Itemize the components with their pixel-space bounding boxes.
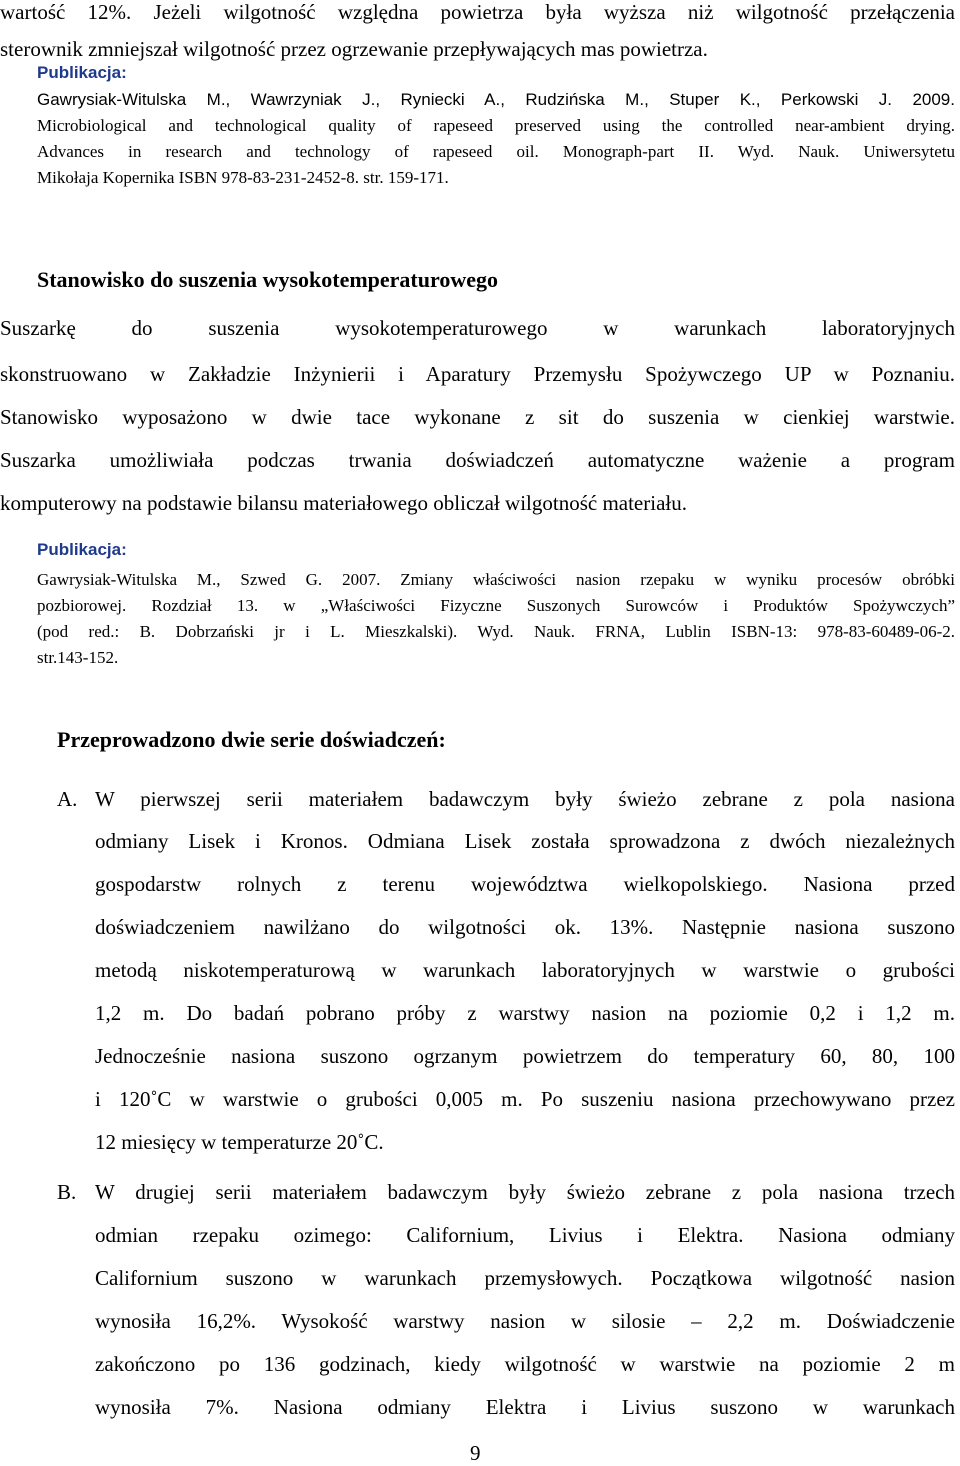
list-item-line: doświadczeniem nawilżano do wilgotności ok. 13%. Następnie nasiona suszono xyxy=(95,915,955,939)
publication-line: Gawrysiak-Witulska M., Szwed G. 2007. Zmiany właściwości nasion rzepaku w wyniku procesów obróbki xyxy=(37,570,955,589)
publication-line: Microbiological and technological quality of rapeseed preserved using the controlled near-ambient drying. xyxy=(37,116,955,135)
paragraph-line: komputerowy na podstawie bilansu materiałowego obliczał wilgotność materiału. xyxy=(0,491,687,515)
list-item-line: 12 miesięcy w temperaturze 20˚C. xyxy=(95,1130,384,1154)
list-item-line: odmian rzepaku ozimego: Californium, Livius i Elektra. Nasiona odmiany xyxy=(95,1223,955,1247)
publication-line: Mikołaja Kopernika ISBN 978-83-231-2452-8. str. 159-171. xyxy=(37,168,449,187)
publication-line: Advances in research and technology of rapeseed oil. Monograph-part II. Wyd. Nauk. Uniwersytetu xyxy=(37,142,955,161)
list-item-line: wynosiła 16,2%. Wysokość warstwy nasion w silosie – 2,2 m. Doświadczenie xyxy=(95,1309,955,1333)
intro-line-2: sterownik zmniejszał wilgotność przez ogrzewanie przepływających mas powietrza. xyxy=(0,37,708,61)
list-item-line: Californium suszono w warunkach przemysłowych. Początkowa wilgotność nasion xyxy=(95,1266,955,1290)
section-heading: Stanowisko do suszenia wysokotemperaturowego xyxy=(37,267,499,292)
list-item-line: zakończono po 136 godzinach, kiedy wilgotność w warstwie na poziomie 2 m xyxy=(95,1352,955,1376)
publication-line: pozbiorowej. Rozdział 13. w „Właściwości Fizyczne Suszonych Surowców i Produktów Spożywczych” xyxy=(37,596,955,615)
paragraph-line: Stanowisko wyposażono w dwie tace wykonane z sit do suszenia w cienkiej warstwie. xyxy=(0,405,955,429)
list-item-line: W pierwszej serii materiałem badawczym były świeżo zebrane z pola nasiona xyxy=(95,787,955,811)
paragraph-line: skonstruowano w Zakładzie Inżynierii i Aparatury Przemysłu Spożywczego UP w Poznaniu. xyxy=(0,362,955,386)
intro-line-1: wartość 12%. Jeżeli wilgotność względna powietrza była wyższa niż wilgotność przełączenia xyxy=(0,0,955,24)
paragraph-line: Suszarkę do suszenia wysokotemperaturowego w warunkach laboratoryjnych xyxy=(0,316,955,340)
publication-label: Publikacja: xyxy=(37,63,127,82)
list-item-line: 1,2 m. Do badań pobrano próby z warstwy nasion na poziomie 0,2 i 1,2 m. xyxy=(95,1001,955,1025)
section-heading: Przeprowadzono dwie serie doświadczeń: xyxy=(57,727,446,752)
list-item-line: wynosiła 7%. Nasiona odmiany Elektra i Livius suszono w warunkach xyxy=(95,1395,955,1419)
paragraph-line: Suszarka umożliwiała podczas trwania doświadczeń automatyczne ważenie a program xyxy=(0,448,955,472)
list-item-line: odmiany Lisek i Kronos. Odmiana Lisek została sprowadzona z dwóch niezależnych xyxy=(95,829,955,853)
list-item-label: A. xyxy=(57,787,78,811)
list-item-line: metodą niskotemperaturową w warunkach laboratoryjnych w warstwie o grubości xyxy=(95,958,955,982)
list-item-line: i 120˚C w warstwie o grubości 0,005 m. Po suszeniu nasiona przechowywano przez xyxy=(95,1087,955,1111)
page-number: 9 xyxy=(470,1441,481,1465)
publication-label: Publikacja: xyxy=(37,540,127,559)
list-item-line: Jednocześnie nasiona suszono ogrzanym powietrzem do temperatury 60, 80, 100 xyxy=(95,1044,955,1068)
list-item-line: gospodarstw rolnych z terenu województwa wielkopolskiego. Nasiona przed xyxy=(95,872,955,896)
list-item-label: B. xyxy=(57,1180,77,1204)
list-item-line: W drugiej serii materiałem badawczym były świeżo zebrane z pola nasiona trzech xyxy=(95,1180,955,1204)
publication-line: (pod red.: B. Dobrzański jr i L. Mieszkalski). Wyd. Nauk. FRNA, Lublin ISBN-13: 978-83-60489-06-2. xyxy=(37,622,955,641)
publication-line: Gawrysiak-Witulska M., Wawrzyniak J., Ryniecki A., Rudzińska M., Stuper K., Perkowski J. 2009. xyxy=(37,90,955,109)
publication-line: str.143-152. xyxy=(37,648,119,667)
